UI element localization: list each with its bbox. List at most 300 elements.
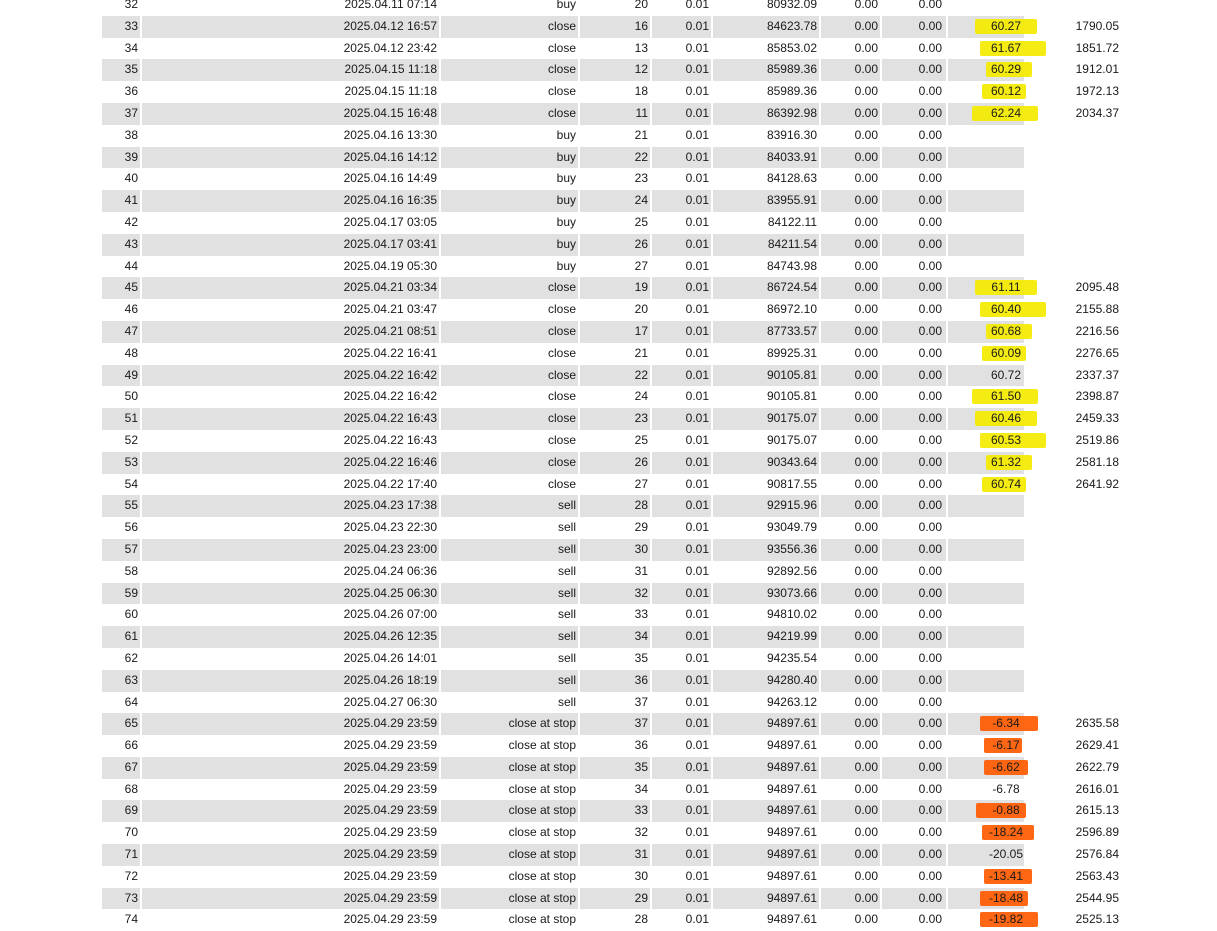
deal-stop-loss: 0.00 [854,520,878,535]
deal-volume: 0.01 [685,84,709,99]
deal-price: 94897.61 [766,912,817,927]
deal-take-profit: 0.00 [918,585,942,600]
deal-price: 80932.09 [766,0,817,11]
deal-stop-loss: 0.00 [854,345,878,360]
deal-price: 84743.98 [766,258,817,273]
column-separator [140,474,142,496]
column-separator [1122,626,1124,648]
deal-type: close [547,302,576,317]
deal-type: close at stop [508,716,576,731]
deal-type: close at stop [508,912,576,927]
deal-type: sell [557,498,576,513]
deal-volume: 0.01 [685,389,709,404]
column-separator [140,583,142,605]
column-separator [140,212,142,234]
column-separator [140,713,142,735]
deal-order: 16 [634,18,648,33]
table-row [102,888,1119,910]
table-row [102,822,1119,844]
deal-stop-loss: 0.00 [854,302,878,317]
deal-time: 2025.04.29 23:59 [343,781,437,796]
deal-order: 26 [634,236,648,251]
table-row [102,125,1024,147]
deal-time: 2025.04.21 08:51 [343,323,437,338]
deal-number: 61 [124,629,138,644]
deal-type: close [547,454,576,469]
column-separator [140,692,142,714]
deal-stop-loss: 0.00 [854,236,878,251]
deal-profit-value: 60.27 [990,18,1022,33]
deal-type: buy [556,0,576,11]
deal-volume: 0.01 [685,825,709,840]
deal-volume: 0.01 [685,803,709,818]
deal-order: 35 [634,650,648,665]
deal-stop-loss: 0.00 [854,759,878,774]
deal-profit [946,125,1066,147]
deal-take-profit: 0.00 [918,629,942,644]
deal-volume: 0.01 [685,498,709,513]
table-row [102,256,1024,278]
column-separator [140,321,142,343]
deal-stop-loss: 0.00 [854,84,878,99]
column-separator [140,59,142,81]
column-separator [1122,670,1124,692]
column-separator [140,452,142,474]
column-separator [140,626,142,648]
deal-stop-loss: 0.00 [854,672,878,687]
table-row [102,909,1119,931]
table-row [102,16,1119,38]
deal-type: close [547,476,576,491]
column-separator [1122,147,1124,169]
column-separator [1122,844,1124,866]
deal-type: sell [557,541,576,556]
column-separator [1122,386,1124,408]
deal-time: 2025.04.29 23:59 [343,759,437,774]
column-separator [140,822,142,844]
deal-profit-value: -0.88 [992,803,1020,818]
deal-type: sell [557,585,576,600]
deal-order: 28 [634,912,648,927]
deal-stop-loss: 0.00 [854,912,878,927]
deal-profit [946,16,1066,38]
deal-balance: 2563.43 [1075,868,1119,883]
deal-profit [946,81,1066,103]
column-separator [140,147,142,169]
deal-number: 56 [124,520,138,535]
deal-stop-loss: 0.00 [854,607,878,622]
deal-stop-loss: 0.00 [854,62,878,77]
deal-type: close at stop [508,781,576,796]
deal-time: 2025.04.26 14:01 [343,650,437,665]
deal-profit-value: 60.72 [990,367,1022,382]
deal-time: 2025.04.12 16:57 [343,18,437,33]
deal-price: 85853.02 [766,40,817,55]
deal-type: close [547,389,576,404]
deal-type: close at stop [508,868,576,883]
deal-profit-value: 61.32 [990,454,1022,469]
deal-price: 90175.07 [766,411,817,426]
deal-price: 83955.91 [766,193,817,208]
deal-order: 25 [634,214,648,229]
deal-take-profit: 0.00 [918,454,942,469]
column-separator [1122,452,1124,474]
deal-type: close [547,62,576,77]
deal-profit-value: 60.74 [990,476,1022,491]
deal-price: 94897.61 [766,847,817,862]
table-row [102,757,1119,779]
deal-number: 71 [124,847,138,862]
deal-stop-loss: 0.00 [854,541,878,556]
deal-take-profit: 0.00 [918,716,942,731]
deal-price: 90817.55 [766,476,817,491]
table-row [102,343,1119,365]
deal-time: 2025.04.29 23:59 [343,847,437,862]
deal-price: 90105.81 [766,367,817,382]
deal-number: 67 [124,759,138,774]
deal-type: close at stop [508,803,576,818]
deal-time: 2025.04.22 16:43 [343,411,437,426]
deal-take-profit: 0.00 [918,541,942,556]
deal-volume: 0.01 [685,541,709,556]
deal-type: close at stop [508,759,576,774]
deal-price: 90175.07 [766,432,817,447]
deal-take-profit: 0.00 [918,18,942,33]
deal-volume: 0.01 [685,716,709,731]
deal-price: 94897.61 [766,781,817,796]
deal-time: 2025.04.29 23:59 [343,803,437,818]
deal-profit [946,648,1066,670]
column-separator [1122,125,1124,147]
deal-volume: 0.01 [685,520,709,535]
deal-type: close at stop [508,738,576,753]
deal-volume: 0.01 [685,105,709,120]
deal-profit [946,168,1066,190]
deal-volume: 0.01 [685,607,709,622]
column-separator [1122,692,1124,714]
deal-stop-loss: 0.00 [854,825,878,840]
column-separator [140,299,142,321]
deal-volume: 0.01 [685,847,709,862]
deal-volume: 0.01 [685,694,709,709]
column-separator [1122,800,1124,822]
deal-take-profit: 0.00 [918,280,942,295]
deal-volume: 0.01 [685,258,709,273]
deal-balance: 2337.37 [1075,367,1119,382]
deal-price: 85989.36 [766,84,817,99]
deal-take-profit: 0.00 [918,694,942,709]
deal-volume: 0.01 [685,759,709,774]
deal-stop-loss: 0.00 [854,803,878,818]
deal-time: 2025.04.26 12:35 [343,629,437,644]
deal-number: 65 [124,716,138,731]
deal-take-profit: 0.00 [918,476,942,491]
deal-balance: 2596.89 [1075,825,1119,840]
deal-time: 2025.04.22 17:40 [343,476,437,491]
column-separator [140,277,142,299]
deal-number: 42 [124,214,138,229]
deal-type: close [547,411,576,426]
deal-profit [946,212,1066,234]
column-separator [140,190,142,212]
column-separator [1122,583,1124,605]
deal-balance: 2641.92 [1075,476,1119,491]
deal-profit [946,909,1066,931]
deal-number: 38 [124,127,138,142]
deal-number: 32 [124,0,138,11]
deal-profit [946,822,1066,844]
table-row [102,168,1024,190]
deal-take-profit: 0.00 [918,302,942,317]
deal-take-profit: 0.00 [918,345,942,360]
deal-profit [946,866,1066,888]
deal-volume: 0.01 [685,127,709,142]
deal-profit [946,561,1066,583]
column-separator [140,800,142,822]
deal-volume: 0.01 [685,62,709,77]
deal-order: 37 [634,716,648,731]
deal-profit-value: 60.46 [990,411,1022,426]
deal-time: 2025.04.21 03:34 [343,280,437,295]
deal-price: 93073.66 [766,585,817,600]
deal-number: 53 [124,454,138,469]
column-separator [140,81,142,103]
deal-time: 2025.04.17 03:05 [343,214,437,229]
deal-stop-loss: 0.00 [854,781,878,796]
deal-time: 2025.04.15 16:48 [343,105,437,120]
column-separator [140,365,142,387]
deal-time: 2025.04.16 14:12 [343,149,437,164]
table-row [102,583,1024,605]
column-separator [140,495,142,517]
deal-price: 85989.36 [766,62,817,77]
deal-number: 35 [124,62,138,77]
deal-order: 23 [634,411,648,426]
deal-balance: 2525.13 [1075,912,1119,927]
deal-stop-loss: 0.00 [854,193,878,208]
deal-order: 22 [634,149,648,164]
deal-type: close [547,84,576,99]
deal-type: buy [556,127,576,142]
deal-number: 44 [124,258,138,273]
deal-profit-value: 60.12 [990,84,1022,99]
table-row [102,234,1024,256]
deal-price: 84623.78 [766,18,817,33]
deal-volume: 0.01 [685,149,709,164]
deal-balance: 1851.72 [1075,40,1119,55]
deal-time: 2025.04.16 13:30 [343,127,437,142]
deal-type: buy [556,214,576,229]
deal-volume: 0.01 [685,280,709,295]
column-separator [1122,277,1124,299]
deal-number: 33 [124,18,138,33]
deal-type: buy [556,171,576,186]
deal-order: 17 [634,323,648,338]
deal-take-profit: 0.00 [918,672,942,687]
column-separator [140,234,142,256]
deal-take-profit: 0.00 [918,214,942,229]
deal-number: 47 [124,323,138,338]
deal-profit [946,299,1066,321]
deal-profit [946,365,1066,387]
column-separator [1122,365,1124,387]
table-row [102,866,1119,888]
deal-take-profit: 0.00 [918,890,942,905]
deal-price: 84033.91 [766,149,817,164]
deal-price: 94897.61 [766,825,817,840]
deal-volume: 0.01 [685,171,709,186]
column-separator [140,38,142,60]
deal-number: 43 [124,236,138,251]
deal-order: 21 [634,127,648,142]
deal-profit [946,343,1066,365]
deal-order: 34 [634,629,648,644]
deal-time: 2025.04.22 16:42 [343,389,437,404]
deal-profit-value: 62.24 [990,105,1022,120]
deal-stop-loss: 0.00 [854,694,878,709]
deal-balance: 2622.79 [1075,759,1119,774]
deal-balance: 2155.88 [1075,302,1119,317]
deal-number: 45 [124,280,138,295]
deal-price: 94897.61 [766,868,817,883]
deal-profit [946,408,1066,430]
deal-balance: 2398.87 [1075,389,1119,404]
column-separator [1122,234,1124,256]
deal-volume: 0.01 [685,738,709,753]
deal-price: 84211.54 [767,236,817,251]
table-row [102,692,1024,714]
deal-type: sell [557,672,576,687]
deal-volume: 0.01 [685,345,709,360]
deal-number: 55 [124,498,138,513]
deal-take-profit: 0.00 [918,411,942,426]
deal-type: sell [557,607,576,622]
column-separator [140,757,142,779]
deal-profit-value: 61.50 [990,389,1022,404]
deal-balance: 2459.33 [1075,411,1119,426]
deal-price: 84128.63 [766,171,817,186]
deal-price: 94897.61 [766,738,817,753]
deal-profit [946,103,1066,125]
table-row [102,321,1119,343]
deal-volume: 0.01 [685,214,709,229]
deal-price: 94897.61 [766,759,817,774]
deal-balance: 2544.95 [1075,890,1119,905]
column-separator [1122,517,1124,539]
deal-order: 29 [634,890,648,905]
deal-time: 2025.04.29 23:59 [343,825,437,840]
deal-number: 46 [124,302,138,317]
deal-volume: 0.01 [685,629,709,644]
column-separator [140,866,142,888]
deal-take-profit: 0.00 [918,84,942,99]
deal-stop-loss: 0.00 [854,171,878,186]
deal-order: 30 [634,868,648,883]
deal-number: 72 [124,868,138,883]
column-separator [1122,888,1124,910]
table-row [102,277,1119,299]
deal-number: 40 [124,171,138,186]
deal-type: close [547,40,576,55]
deal-order: 22 [634,367,648,382]
deal-volume: 0.01 [685,432,709,447]
deal-volume: 0.01 [685,868,709,883]
column-separator [140,430,142,452]
deal-type: close at stop [508,847,576,862]
column-separator [1122,539,1124,561]
deal-profit [946,779,1066,801]
deal-balance: 2616.01 [1075,781,1119,796]
column-separator [1122,408,1124,430]
deal-number: 68 [124,781,138,796]
column-separator [1122,343,1124,365]
column-separator [1122,81,1124,103]
table-row [102,604,1024,626]
deal-take-profit: 0.00 [918,520,942,535]
deal-balance: 2034.37 [1075,105,1119,120]
deal-take-profit: 0.00 [918,149,942,164]
deal-price: 94897.61 [766,803,817,818]
deal-take-profit: 0.00 [918,105,942,120]
deal-order: 27 [634,476,648,491]
deal-volume: 0.01 [685,40,709,55]
deal-take-profit: 0.00 [918,323,942,338]
table-row [102,430,1119,452]
deal-profit-value: -6.78 [992,781,1020,796]
column-separator [140,256,142,278]
deal-number: 54 [124,476,138,491]
deal-number: 37 [124,105,138,120]
deal-stop-loss: 0.00 [854,563,878,578]
deal-price: 94897.61 [766,716,817,731]
column-separator [1122,190,1124,212]
deal-profit-value: 60.40 [990,302,1022,317]
deal-time: 2025.04.19 05:30 [343,258,437,273]
deal-balance: 2519.86 [1075,432,1119,447]
deal-number: 34 [124,40,138,55]
deal-volume: 0.01 [685,781,709,796]
deal-order: 35 [634,759,648,774]
deal-order: 21 [634,345,648,360]
deal-take-profit: 0.00 [918,738,942,753]
column-separator [140,888,142,910]
column-separator [1122,779,1124,801]
column-separator [1122,0,1124,16]
deal-stop-loss: 0.00 [854,18,878,33]
table-row [102,190,1024,212]
deal-type: close [547,345,576,360]
column-separator [140,604,142,626]
deal-stop-loss: 0.00 [854,40,878,55]
column-separator [140,168,142,190]
deal-volume: 0.01 [685,890,709,905]
deal-profit [946,888,1066,910]
deal-balance: 2576.84 [1075,847,1119,862]
deal-volume: 0.01 [685,236,709,251]
deal-take-profit: 0.00 [918,432,942,447]
deal-profit [946,495,1066,517]
deal-balance: 2615.13 [1075,803,1119,818]
column-separator [1122,38,1124,60]
column-separator [1122,713,1124,735]
table-row [102,38,1119,60]
deal-order: 33 [634,607,648,622]
deal-stop-loss: 0.00 [854,847,878,862]
deal-number: 36 [124,84,138,99]
table-row [102,81,1119,103]
table-row [102,212,1024,234]
deal-profit-value: 61.11 [991,280,1021,295]
